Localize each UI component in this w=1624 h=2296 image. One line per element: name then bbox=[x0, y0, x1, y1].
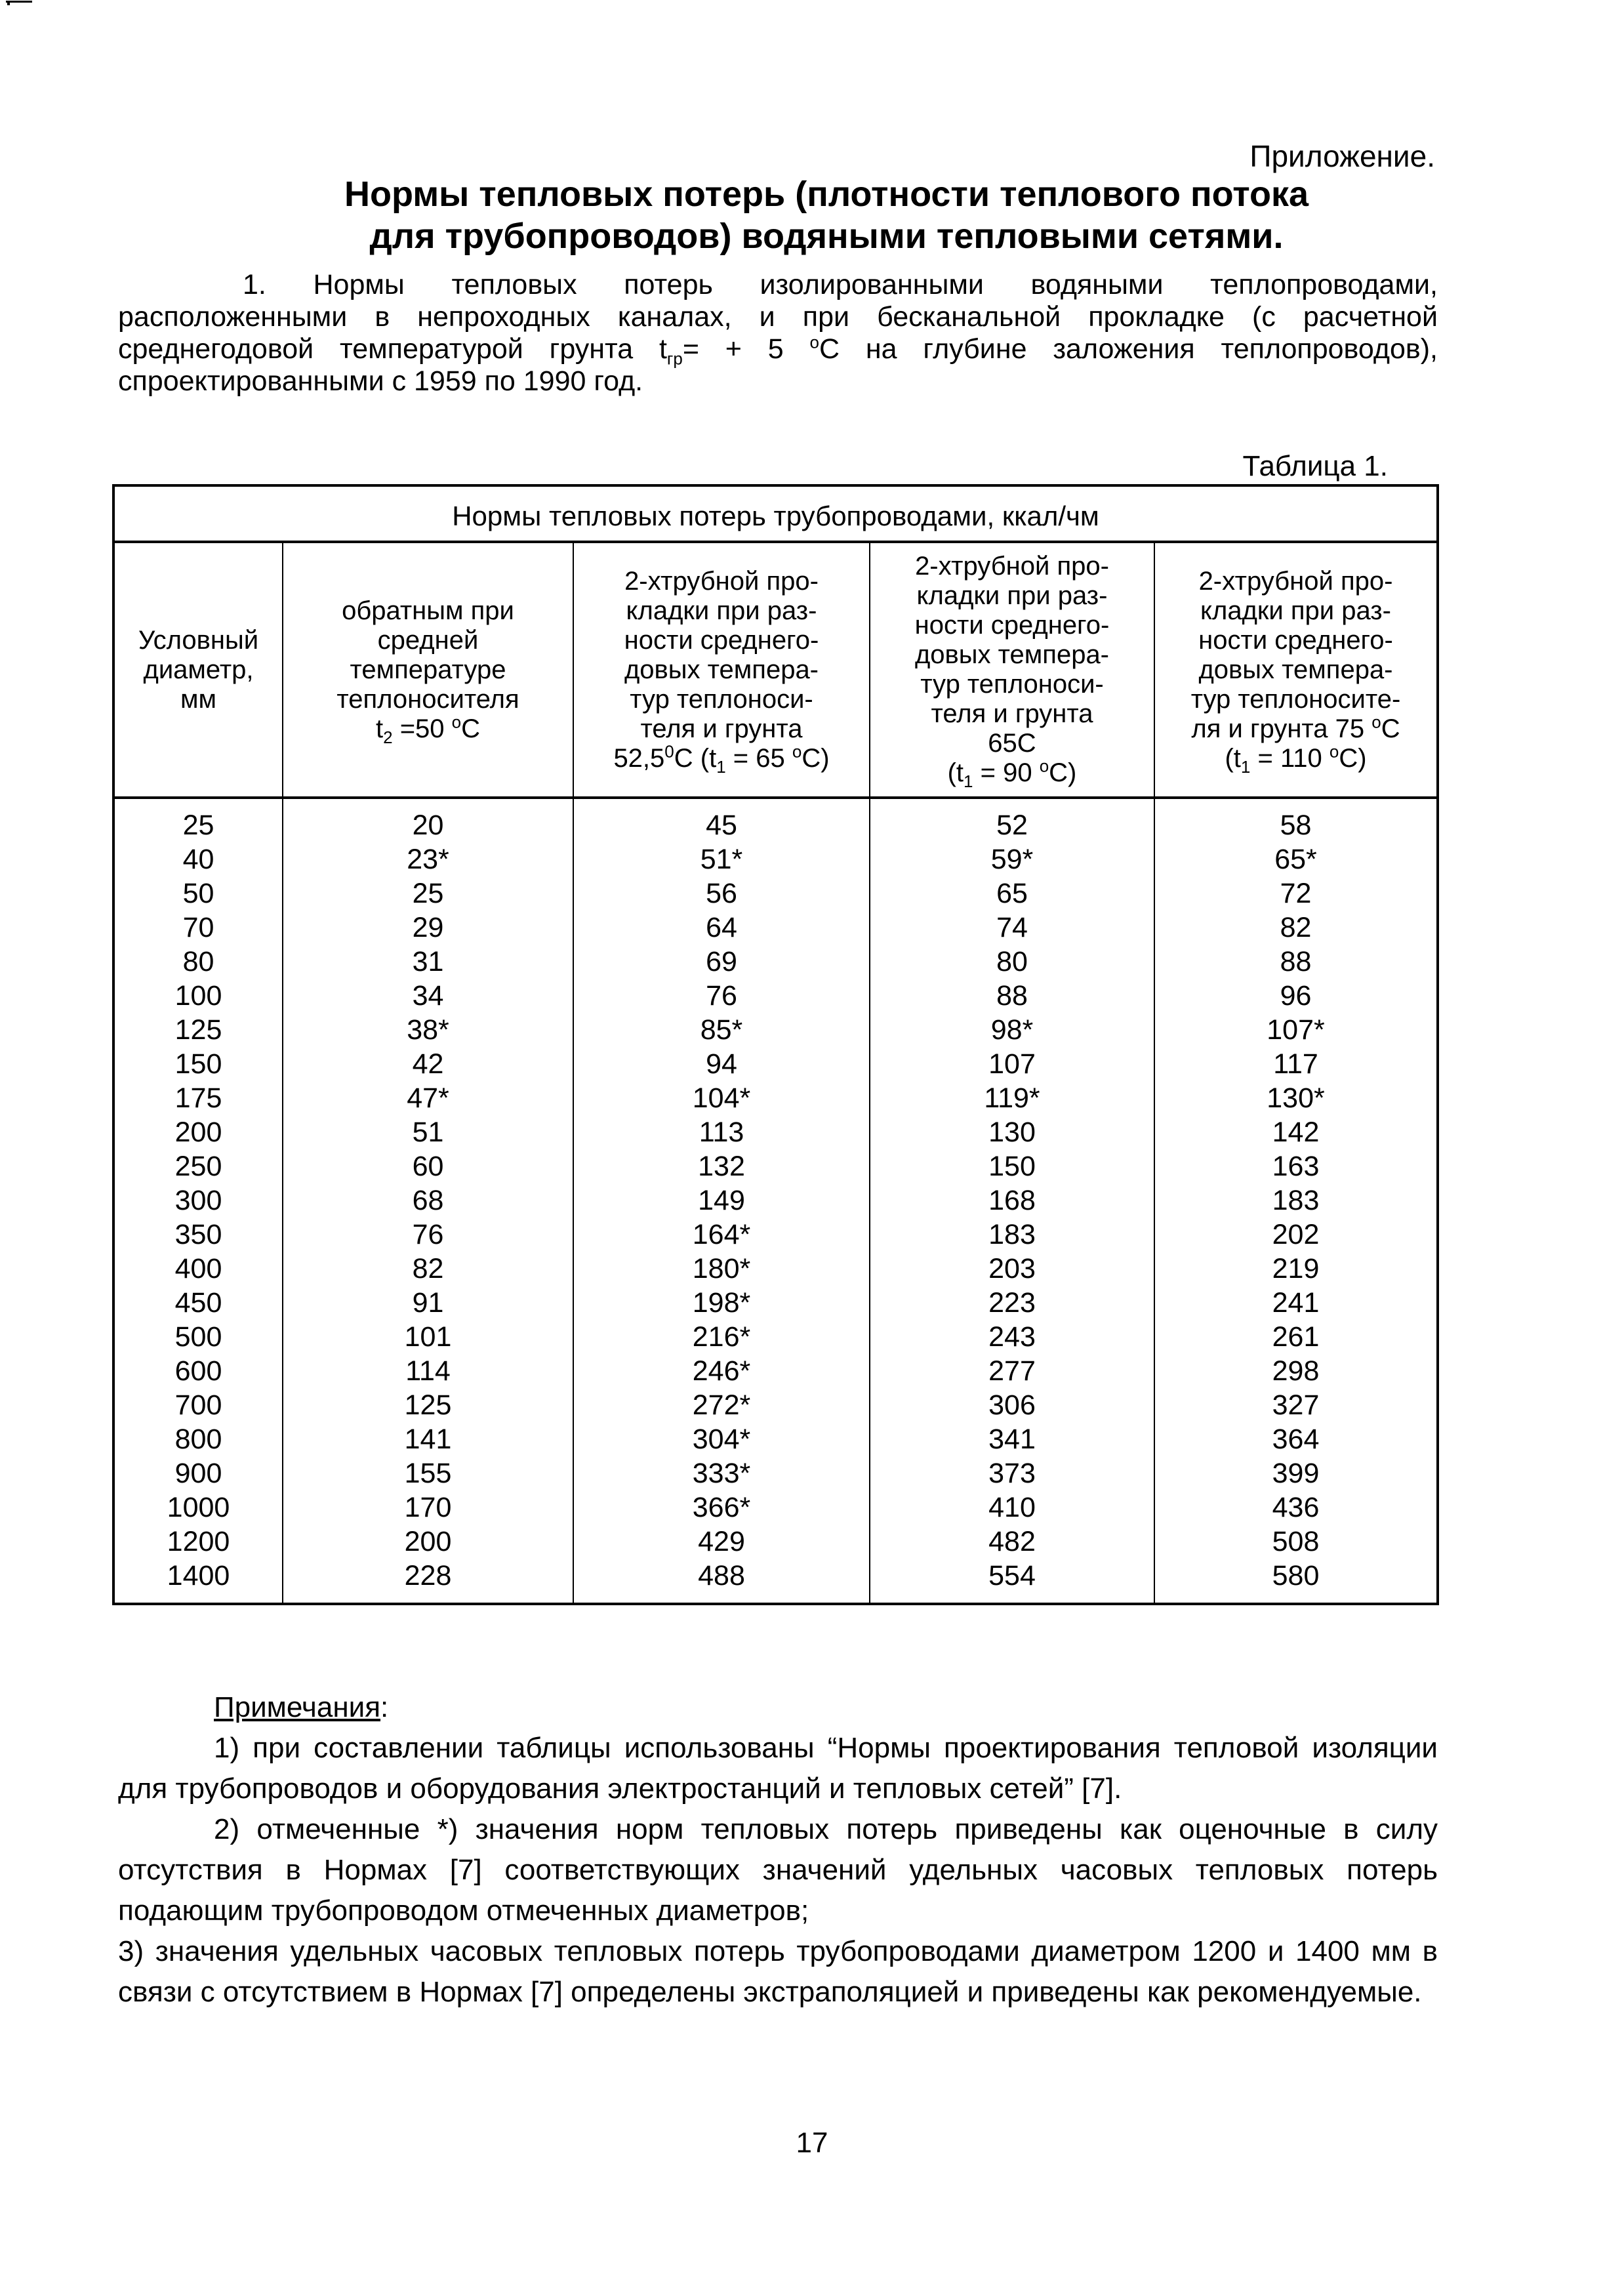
table-cell: 241 bbox=[1272, 1287, 1320, 1319]
note-2: 2) отмеченные *) значения норм тепловых потерь приведены как оценочные в силу отсутствия в Нормах [7] соответствующих значений удельных часовых тепловых потерь подающим трубопроводом отмеченных диаметров; bbox=[118, 1813, 1438, 1927]
column-two-pipe-52-5 bbox=[574, 799, 870, 1603]
table-caption: Нормы тепловых потерь трубопроводами, ккал/чм bbox=[115, 487, 1436, 543]
table-cell: 51* bbox=[700, 844, 743, 875]
header-text-line: ности среднего- bbox=[624, 625, 819, 655]
table-cell: 88 bbox=[996, 980, 1028, 1012]
table-cell: 198* bbox=[692, 1287, 751, 1319]
scan-artifact bbox=[6, 1, 32, 3]
table-cell: 500 bbox=[174, 1321, 222, 1353]
table-cell: 52 bbox=[996, 810, 1028, 841]
table-cell: 68 bbox=[412, 1185, 444, 1216]
table-cell: 94 bbox=[706, 1048, 737, 1080]
note-1: 1) при составлении таблицы использованы “Нормы проектирования тепловой изоляции для трубопроводов и оборудования электростанций и тепловых сетей” [7]. bbox=[118, 1732, 1438, 1805]
table-cell: 100 bbox=[174, 980, 222, 1012]
table-cell: 304* bbox=[692, 1424, 751, 1455]
table-cell: 130 bbox=[988, 1117, 1036, 1148]
table-cell: 341 bbox=[988, 1424, 1036, 1455]
table-cell: 228 bbox=[404, 1560, 452, 1591]
table-cell: 60 bbox=[412, 1151, 444, 1182]
table-cell: 82 bbox=[1280, 912, 1312, 943]
header-text-line: диаметр, bbox=[143, 655, 254, 684]
table-cell: 366* bbox=[692, 1492, 751, 1523]
table-cell: 141 bbox=[404, 1424, 452, 1455]
table-cell: 114 bbox=[405, 1355, 451, 1387]
header-formula-90: ($t_1 = 90$ $^o$C) bbox=[947, 756, 1077, 791]
header-text-line: средней bbox=[377, 625, 479, 655]
table-cell: 180* bbox=[692, 1253, 751, 1284]
header-text-line: 2-хтрубной про- bbox=[1198, 566, 1393, 596]
table-cell: 800 bbox=[174, 1424, 222, 1455]
table-cell: 488 bbox=[698, 1560, 745, 1591]
table-cell: 40 bbox=[182, 844, 214, 875]
header-text-line: довых темпера- bbox=[914, 640, 1110, 669]
table-cell: 51 bbox=[412, 1117, 444, 1148]
header-return-pipe bbox=[283, 543, 574, 796]
table-cell: 219 bbox=[1272, 1253, 1320, 1284]
page-title bbox=[216, 173, 1436, 257]
table-cell: 300 bbox=[174, 1185, 222, 1216]
table-cell: 72 bbox=[1280, 878, 1312, 909]
table-cell: 130* bbox=[1267, 1082, 1325, 1114]
intro-text-2: = + 5 bbox=[682, 333, 810, 365]
header-line-75: ля и грунта 75 $^o$C bbox=[1191, 712, 1400, 743]
table-cell: 107* bbox=[1267, 1014, 1325, 1046]
table-cell: 508 bbox=[1272, 1526, 1320, 1557]
header-text-line: ности среднего- bbox=[914, 611, 1110, 640]
header-text-line: мм bbox=[180, 684, 216, 714]
page-number: 17 bbox=[796, 2127, 828, 2159]
table-cell: 1000 bbox=[167, 1492, 230, 1523]
table-header-row bbox=[115, 543, 1436, 799]
table-cell: 20 bbox=[412, 810, 444, 841]
table-cell: 76 bbox=[706, 980, 737, 1012]
header-text-line: кладки при раз- bbox=[626, 596, 817, 625]
header-text-line: 2-хтрубной про- bbox=[624, 566, 819, 596]
column-two-pipe-65 bbox=[870, 799, 1155, 1603]
header-text-line: тур теплоноси- bbox=[920, 670, 1104, 699]
table-cell: 436 bbox=[1272, 1492, 1320, 1523]
table-cell: 429 bbox=[698, 1526, 745, 1557]
table-cell: 333* bbox=[692, 1458, 751, 1489]
table-cell: 64 bbox=[706, 912, 737, 943]
table-cell: 113 bbox=[699, 1117, 744, 1148]
table-cell: 223 bbox=[988, 1287, 1036, 1319]
table-cell: 163 bbox=[1272, 1151, 1320, 1182]
table-cell: 306 bbox=[988, 1389, 1036, 1421]
table-cell: 149 bbox=[698, 1185, 745, 1216]
table-cell: 250 bbox=[174, 1151, 222, 1182]
table-cell: 200 bbox=[174, 1117, 222, 1148]
table-cell: 117 bbox=[1273, 1048, 1318, 1080]
intro-subscript: гр bbox=[666, 348, 683, 369]
table-cell: 183 bbox=[1272, 1185, 1320, 1216]
table-cell: 277 bbox=[988, 1355, 1036, 1387]
table-cell: 298 bbox=[1272, 1355, 1320, 1387]
table-cell: 450 bbox=[174, 1287, 222, 1319]
header-formula-t2: $t_2 =50$ $^o$C bbox=[375, 712, 481, 747]
table-cell: 132 bbox=[698, 1151, 745, 1182]
intro-text-3: С на глубине заложения теплопроводов), спроектированными с 1959 по 1990 год. bbox=[118, 333, 1438, 397]
table-cell: 150 bbox=[174, 1048, 222, 1080]
table-cell: 170 bbox=[404, 1492, 452, 1523]
table-cell: 350 bbox=[174, 1219, 222, 1250]
table-cell: 700 bbox=[174, 1389, 222, 1421]
table-cell: 76 bbox=[412, 1219, 444, 1250]
table-cell: 119* bbox=[984, 1082, 1040, 1114]
table-cell: 104* bbox=[692, 1082, 751, 1114]
table-cell: 47* bbox=[407, 1082, 449, 1114]
table-cell: 25 bbox=[412, 878, 444, 909]
table-cell: 168 bbox=[988, 1185, 1036, 1216]
table-cell: 142 bbox=[1272, 1117, 1320, 1148]
table-cell: 38* bbox=[407, 1014, 449, 1046]
note-3: 3) значения удельных часовых тепловых потерь трубопроводами диаметром 1200 и 1400 мм в связи с отсутствием в Нормах [7] определены экстраполяцией и приведены как рекомендуемые. bbox=[118, 1935, 1438, 2008]
heat-loss-table bbox=[112, 484, 1439, 1605]
table-cell: 164* bbox=[692, 1219, 751, 1250]
column-diameter bbox=[115, 799, 283, 1603]
table-cell: 85* bbox=[700, 1014, 743, 1046]
table-cell: 80 bbox=[996, 946, 1028, 977]
table-cell: 203 bbox=[988, 1253, 1036, 1284]
header-text-line: Условный bbox=[138, 625, 259, 655]
header-formula-52-5: 52,5$^0$C ($t_1 = 65$ $^o$C) bbox=[613, 741, 830, 777]
table-cell: 150 bbox=[988, 1151, 1036, 1182]
table-cell: 175 bbox=[174, 1082, 222, 1114]
table-cell: 580 bbox=[1272, 1560, 1320, 1591]
title-line-1: Нормы тепловых потерь (плотности теплового потока bbox=[344, 174, 1309, 214]
table-cell: 74 bbox=[996, 912, 1028, 943]
table-cell: 98* bbox=[990, 1014, 1034, 1046]
header-text-line: теля и грунта bbox=[640, 714, 803, 743]
table-cell: 155 bbox=[404, 1458, 452, 1489]
header-text-line: теплоносителя bbox=[336, 684, 519, 714]
table-cell: 1400 bbox=[167, 1560, 230, 1591]
table-cell: 243 bbox=[988, 1321, 1036, 1353]
appendix-label: Приложение. bbox=[1249, 139, 1435, 173]
table-cell: 50 bbox=[182, 878, 214, 909]
table-cell: 96 bbox=[1280, 980, 1312, 1012]
table-cell: 373 bbox=[988, 1458, 1036, 1489]
table-cell: 34 bbox=[412, 980, 444, 1012]
table-cell: 31 bbox=[412, 946, 444, 977]
table-cell: 125 bbox=[404, 1389, 452, 1421]
table-cell: 23* bbox=[407, 844, 449, 875]
table-cell: 554 bbox=[988, 1560, 1036, 1591]
table-body bbox=[115, 799, 1436, 1603]
header-two-pipe-65 bbox=[870, 543, 1155, 796]
table-cell: 65 bbox=[996, 878, 1028, 909]
header-text-line: довых темпера- bbox=[1198, 655, 1393, 684]
table-cell: 101 bbox=[404, 1321, 452, 1353]
table-cell: 216* bbox=[692, 1321, 751, 1353]
header-diameter bbox=[115, 543, 283, 796]
table-cell: 1200 bbox=[167, 1526, 230, 1557]
table-cell: 80 bbox=[182, 946, 214, 977]
header-text-line: теля и грунта bbox=[931, 699, 1093, 728]
header-text-line: обратным при bbox=[342, 596, 514, 625]
table-cell: 202 bbox=[1272, 1219, 1320, 1250]
header-two-pipe-52-5 bbox=[574, 543, 870, 796]
header-text-line: кладки при раз- bbox=[916, 581, 1108, 610]
table-label: Таблица 1. bbox=[1242, 450, 1388, 482]
table-cell: 42 bbox=[412, 1048, 444, 1080]
header-text-line: довых темпера- bbox=[624, 655, 819, 684]
table-cell: 45 bbox=[706, 810, 737, 841]
header-text-line: кладки при раз- bbox=[1200, 596, 1391, 625]
header-text-line: тур теплоноси- bbox=[630, 684, 813, 714]
header-two-pipe-75 bbox=[1155, 543, 1436, 796]
table-cell: 246* bbox=[692, 1355, 751, 1387]
intro-text-1: 1. Нормы тепловых потерь изолированными водяными теплопроводами, расположенными в непроходных каналах, и при бесканальной прокладке (с расчетной среднегодовой температурой грунта t bbox=[118, 269, 1438, 365]
column-return-t2-50 bbox=[283, 799, 574, 1603]
table-cell: 900 bbox=[174, 1458, 222, 1489]
table-cell: 183 bbox=[988, 1219, 1036, 1250]
table-cell: 91 bbox=[412, 1287, 444, 1319]
title-line-2: для трубопроводов) водяными тепловыми сетями. bbox=[369, 216, 1284, 256]
table-cell: 327 bbox=[1272, 1389, 1320, 1421]
header-text-line: 2-хтрубной про- bbox=[915, 552, 1109, 581]
table-cell: 69 bbox=[706, 946, 737, 977]
table-cell: 261 bbox=[1272, 1321, 1320, 1353]
table-cell: 482 bbox=[988, 1526, 1036, 1557]
table-cell: 200 bbox=[404, 1526, 452, 1557]
degree-sign: o bbox=[809, 332, 819, 352]
table-cell: 399 bbox=[1272, 1458, 1320, 1489]
table-cell: 59* bbox=[990, 844, 1034, 875]
table-cell: 272* bbox=[692, 1389, 751, 1421]
table-cell: 364 bbox=[1272, 1424, 1320, 1455]
header-text-line: тур теплоносите- bbox=[1190, 684, 1401, 714]
header-text-line: ности среднего- bbox=[1198, 625, 1393, 655]
header-text-line: 65C bbox=[988, 729, 1036, 758]
table-cell: 29 bbox=[412, 912, 444, 943]
table-cell: 56 bbox=[706, 878, 737, 909]
header-formula-110: ($t_1 = 110$ $^o$C) bbox=[1225, 741, 1367, 777]
table-cell: 600 bbox=[174, 1355, 222, 1387]
table-cell: 88 bbox=[1280, 946, 1312, 977]
intro-paragraph bbox=[118, 269, 1438, 398]
column-two-pipe-75 bbox=[1155, 799, 1436, 1603]
table-cell: 58 bbox=[1280, 810, 1312, 841]
table-cell: 65* bbox=[1274, 844, 1317, 875]
notes-heading: Примечания: bbox=[214, 1691, 389, 1723]
table-cell: 70 bbox=[182, 912, 214, 943]
header-text-line: температуре bbox=[350, 655, 506, 684]
notes-section bbox=[118, 1687, 1438, 2013]
table-cell: 82 bbox=[412, 1253, 444, 1284]
table-cell: 410 bbox=[988, 1492, 1036, 1523]
table-cell: 107 bbox=[988, 1048, 1036, 1080]
table-cell: 125 bbox=[174, 1014, 222, 1046]
table-cell: 25 bbox=[182, 810, 214, 841]
table-cell: 400 bbox=[174, 1253, 222, 1284]
